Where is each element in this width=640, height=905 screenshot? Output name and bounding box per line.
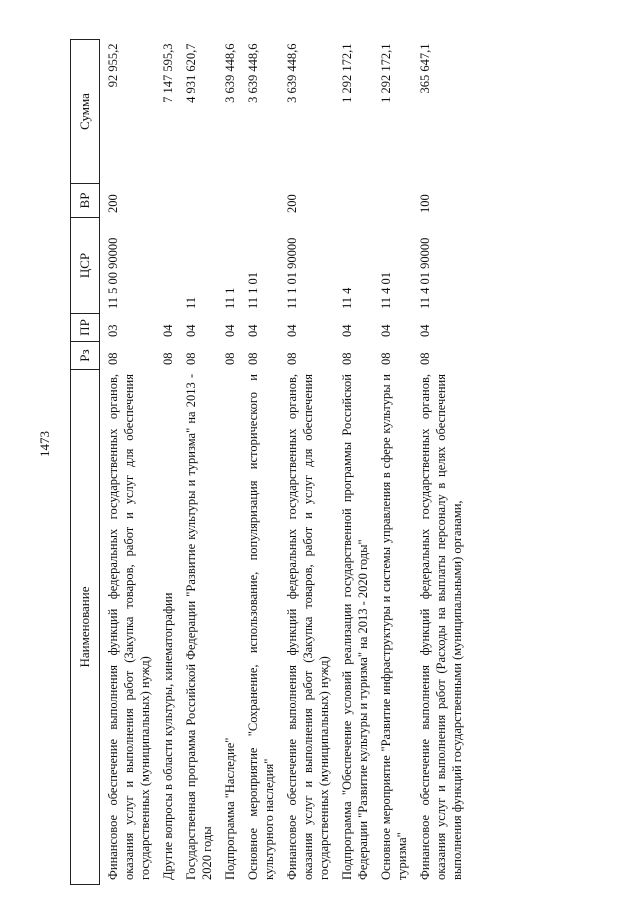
header-rz: Рз xyxy=(71,342,100,370)
row-vr xyxy=(155,184,178,218)
row-rz: 08 xyxy=(379,352,393,365)
table-row xyxy=(217,40,240,885)
row-pr: 04 xyxy=(184,324,198,337)
row-csr: 11 1 01 90000 xyxy=(285,237,299,309)
row-vr: 100 xyxy=(418,194,432,213)
header-sum: Сумма xyxy=(71,40,100,184)
row-sum: 3 639 448,6 xyxy=(285,43,299,103)
row-name: Государственная программа Российской Федерации "Развитие культуры и туризма" на 2013 - 2020 годы xyxy=(184,374,214,880)
table-row xyxy=(178,40,217,885)
row-name: Финансовое обеспечение выполнения функций федеральных государственных органов, оказания услуг и выполнения работ (Расходы на выплаты персоналу в целях обеспечения выполнения функций государственными (муниципальными) органами, xyxy=(418,374,464,880)
table-body xyxy=(100,40,468,885)
row-csr: 11 5 00 90000 xyxy=(106,237,120,309)
row-sum: 3 639 448,6 xyxy=(223,43,237,103)
row-csr: 11 1 01 xyxy=(246,271,260,309)
row-csr: 11 4 01 xyxy=(379,271,393,309)
table-header xyxy=(71,40,100,885)
table-row xyxy=(100,40,156,885)
row-pr: 04 xyxy=(161,324,175,337)
row-sum: 3 639 448,6 xyxy=(246,43,260,103)
row-rz: 08 xyxy=(340,352,354,365)
table-row xyxy=(279,40,334,885)
budget-table xyxy=(70,39,467,885)
row-pr: 04 xyxy=(340,324,354,337)
row-name: Подпрограмма "Обеспечение условий реализации государственной программы Российской Федерации "Развитие культуры и туризма" на 2013 - 2020 годы" xyxy=(340,374,370,880)
row-csr xyxy=(155,218,178,314)
row-vr xyxy=(178,184,217,218)
header-vr: ВР xyxy=(71,184,100,218)
table-row xyxy=(373,40,412,885)
row-csr: 11 xyxy=(184,296,198,309)
row-sum: 4 931 620,7 xyxy=(184,43,198,103)
row-name: Другие вопросы в области культуры, кинематографии xyxy=(161,592,175,880)
row-rz: 08 xyxy=(223,352,237,365)
row-csr: 11 4 xyxy=(340,287,354,309)
row-vr xyxy=(240,184,279,218)
row-pr: 04 xyxy=(379,324,393,337)
row-vr: 200 xyxy=(285,194,299,213)
table-row xyxy=(334,40,373,885)
row-rz: 08 xyxy=(106,352,120,365)
row-sum: 7 147 595,3 xyxy=(161,43,175,103)
row-csr: 11 1 xyxy=(223,287,237,309)
row-rz: 08 xyxy=(246,352,260,365)
row-pr: 04 xyxy=(418,324,432,337)
table-row xyxy=(155,40,178,885)
row-sum: 1 292 172,1 xyxy=(340,43,354,103)
row-name: Основное мероприятие "Развитие инфраструктуры и системы управления в сфере культуры и туризма" xyxy=(379,374,409,880)
row-name: Основное мероприятие "Сохранение, использование, популяризация исторического и культурного наследия" xyxy=(246,374,276,880)
rotated-table-wrapper xyxy=(70,40,610,885)
table-row xyxy=(412,40,467,885)
row-pr: 04 xyxy=(223,324,237,337)
row-csr: 11 4 01 90000 xyxy=(418,237,432,309)
page-number: 1473 xyxy=(37,431,52,457)
row-pr: 04 xyxy=(285,324,299,337)
row-rz: 08 xyxy=(161,352,175,365)
row-name: Финансовое обеспечение выполнения функций федеральных государственных органов, оказания услуг и выполнения работ (Закупка товаров, работ и услуг для обеспечения государственных (муниципальных) нужд) xyxy=(285,374,331,880)
row-name: Подпрограмма "Наследие" xyxy=(223,737,237,880)
row-vr xyxy=(217,184,240,218)
row-rz: 08 xyxy=(285,352,299,365)
row-vr xyxy=(373,184,412,218)
row-rz: 08 xyxy=(418,352,432,365)
header-csr: ЦСР xyxy=(71,218,100,314)
row-sum: 92 955,2 xyxy=(106,43,120,88)
row-sum: 1 292 172,1 xyxy=(379,43,393,103)
header-pr: ПР xyxy=(71,314,100,342)
table-row xyxy=(240,40,279,885)
header-name: Наименование xyxy=(71,370,100,885)
row-sum: 365 647,1 xyxy=(418,43,432,94)
row-vr xyxy=(334,184,373,218)
row-rz: 08 xyxy=(184,352,198,365)
row-vr: 200 xyxy=(106,194,120,213)
row-pr: 03 xyxy=(106,324,120,337)
row-name: Финансовое обеспечение выполнения функций федеральных государственных органов, оказания услуг и выполнения работ (Закупка товаров, работ и услуг для обеспечения государственных (муниципальных) нужд) xyxy=(106,374,152,880)
row-pr: 04 xyxy=(246,324,260,337)
